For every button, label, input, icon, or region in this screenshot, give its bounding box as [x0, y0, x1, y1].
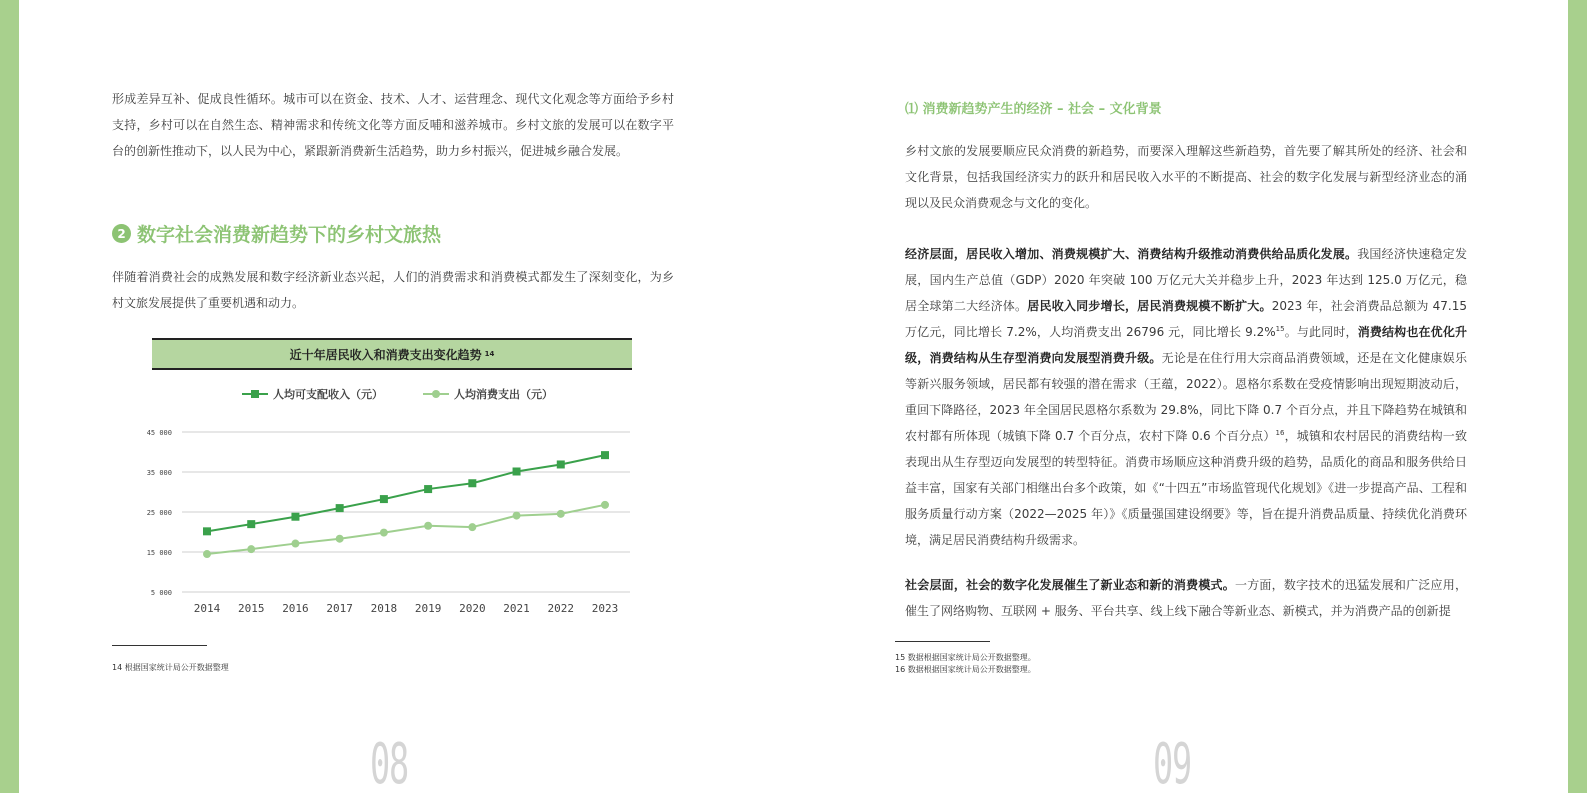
footnote-ref-16: 16 [1275, 429, 1285, 437]
social-paragraph [905, 572, 1467, 624]
legend-label-income: 人均可支配收入（元） [273, 388, 383, 401]
page-number-right: 09 [1153, 732, 1192, 797]
page-number-left: 08 [370, 732, 409, 797]
data-point-square [291, 513, 299, 521]
intro-paragraph: 形成差异互补、促成良性循环。城市可以在资金、技术、人才、运营理念、现代文化观念等方面给予乡村支持，乡村可以在自然生态、精神需求和传统文化等方面反哺和滋养城市。乡村文旅的发展可以在数字平台的创新性推动下，以人民为中心，紧跟新消费新生活趋势，助力乡村振兴，促进城乡融合发展。 [112, 92, 674, 158]
section-heading-text: 数字社会消费新趋势下的乡村文旅热 [137, 224, 442, 246]
economic-lead: 经济层面，居民收入增加、消费规模扩大、消费结构升级推动消费供给品质化发展。 [905, 247, 1358, 261]
legend-item-income [242, 386, 383, 402]
legend-item-consumption [423, 386, 553, 402]
left-page [112, 0, 680, 797]
data-point-square [203, 527, 211, 535]
social-text-1: 一方面，数字技术的迅猛发展和广泛应用，催生了网络购物、互联网 + 服务、平台共享、线上线下融合等新业态、新模式，并为消费产品的创新提 [905, 578, 1467, 618]
right-page-edge [1568, 0, 1587, 793]
y-tick-label: 35 000 [146, 469, 172, 477]
data-point-square [336, 504, 344, 512]
data-point-circle [468, 523, 476, 531]
section-number-badge: 2 [112, 224, 131, 243]
data-point-circle [380, 529, 388, 537]
y-tick-label: 5 000 [150, 589, 172, 597]
legend-square-marker-icon [242, 389, 268, 399]
x-tick-label: 2018 [370, 602, 398, 615]
chart-title: 近十年居民收入和消费支出变化趋势 [289, 347, 482, 362]
footnote-rule-right [895, 641, 990, 642]
data-point-circle [291, 540, 299, 548]
footnote-ref-15: 15 [1275, 325, 1285, 333]
x-tick-label: 2022 [547, 602, 575, 615]
economic-text-2: 2023 年，社会消费品总额为 47.15 万亿元，同比增长 7.2%，人均消费支出 26796 元，同比增长 9.2% [905, 299, 1467, 339]
data-point-square [424, 485, 432, 493]
data-point-square [601, 451, 609, 459]
x-tick-label: 2019 [414, 602, 442, 615]
x-tick-label: 2015 [237, 602, 265, 615]
data-point-square [247, 520, 255, 528]
data-point-circle [336, 535, 344, 543]
data-point-circle [424, 522, 432, 530]
data-point-circle [557, 510, 565, 518]
y-tick-label: 15 000 [146, 549, 172, 557]
subsection-heading: ⑴ 消费新趋势产生的经济 – 社会 – 文化背景 [905, 102, 1162, 117]
data-point-circle [513, 512, 521, 520]
x-tick-label: 2020 [459, 602, 486, 615]
data-point-circle [247, 545, 255, 553]
data-point-square [557, 460, 565, 468]
x-tick-label: 2021 [503, 602, 530, 615]
data-point-square [513, 467, 521, 475]
economic-text-3: 。与此同时， [1284, 325, 1358, 339]
economic-text-5: ，城镇和农村居民的消费结构一致表现出从生存型迈向发展型的转型特征。消费市场顺应这种消费升级的趋势，品质化的商品和服务供给日益丰富，国家有关部门相继出台多个政策，如《“十四五”市场监管现代化规划》《进一步提高产品、工程和服务质量行动方案（2022—2025 年）》《质量强国建设纲要》等，旨在提升消费品质量、持续优化消费环境，满足居民消费结构升级需求。 [905, 429, 1467, 547]
chart-legend [242, 386, 553, 402]
data-point-square [468, 479, 476, 487]
section-heading [112, 220, 441, 247]
footnote-14: 14 根据国家统计局公开数据整理 [112, 663, 229, 672]
x-tick-label: 2023 [591, 602, 619, 615]
section-paragraph: 伴随着消费社会的成熟发展和数字经济新业态兴起，人们的消费需求和消费模式都发生了深刻变化，为乡村文旅发展提供了重要机遇和动力。 [112, 270, 674, 310]
x-tick-label: 2016 [282, 602, 309, 615]
economic-text-4: 无论是在住行用大宗商品消费领域，还是在文化健康娱乐等新兴服务领域，居民都有较强的潜在需求（王蕴，2022）。恩格尔系数在受疫情影响出现短期波动后，重回下降路径，2023 年全国居民恩格尔系数为 29.8%，同比下降 0.7 个百分点，并且下降趋势在城镇和农村都有所体现（城镇下降 0.7 个百分点，农村下降 0.6 个百分点） [905, 351, 1467, 443]
background-paragraph: 乡村文旅的发展要顺应民众消费的新趋势，而要深入理解这些新趋势，首先要了解其所处的经济、社会和文化背景，包括我国经济实力的跃升和居民收入水平的不断提高、社会的数字化发展与新型经济业态的涌现以及民众消费观念与文化的变化。 [905, 144, 1467, 210]
legend-circle-marker-icon [423, 389, 449, 399]
x-tick-label: 2014 [193, 602, 221, 615]
y-tick-label: 25 000 [146, 509, 172, 517]
left-page-edge [0, 0, 19, 793]
economic-text-1: 我国经济快速稳定发展，国内生产总值（GDP）2020 年突破 100 万亿元大关并稳步上升，2023 年达到 125.0 万亿元，稳居全球第二大经济体。 [905, 247, 1467, 313]
series-line-0 [207, 455, 605, 531]
economic-paragraph [905, 241, 1467, 553]
data-point-circle [601, 501, 609, 509]
footnote-rule [112, 645, 207, 646]
economic-bold-2: 居民收入同步增长，居民消费规模不断扩大。 [1027, 299, 1272, 313]
y-tick-label: 45 000 [146, 429, 172, 437]
chart-title-footnote-ref: 14 [484, 350, 495, 358]
x-tick-label: 2017 [326, 602, 353, 615]
footnote-16: 16 数据根据国家统计局公开数据整理。 [895, 665, 1036, 674]
footnote-15: 15 数据根据国家统计局公开数据整理。 [895, 653, 1036, 662]
legend-label-consumption: 人均消费支出（元） [454, 388, 553, 401]
data-point-circle [203, 550, 211, 558]
social-lead: 社会层面，社会的数字化发展催生了新业态和新的消费模式。 [905, 578, 1235, 592]
data-point-square [380, 495, 388, 503]
chart-title-bar [152, 338, 632, 370]
economic-bold-3: 消费结构也在优化升级，消费结构从生存型消费向发展型消费升级。 [905, 325, 1467, 365]
right-page [895, 0, 1473, 797]
line-chart [142, 420, 642, 625]
